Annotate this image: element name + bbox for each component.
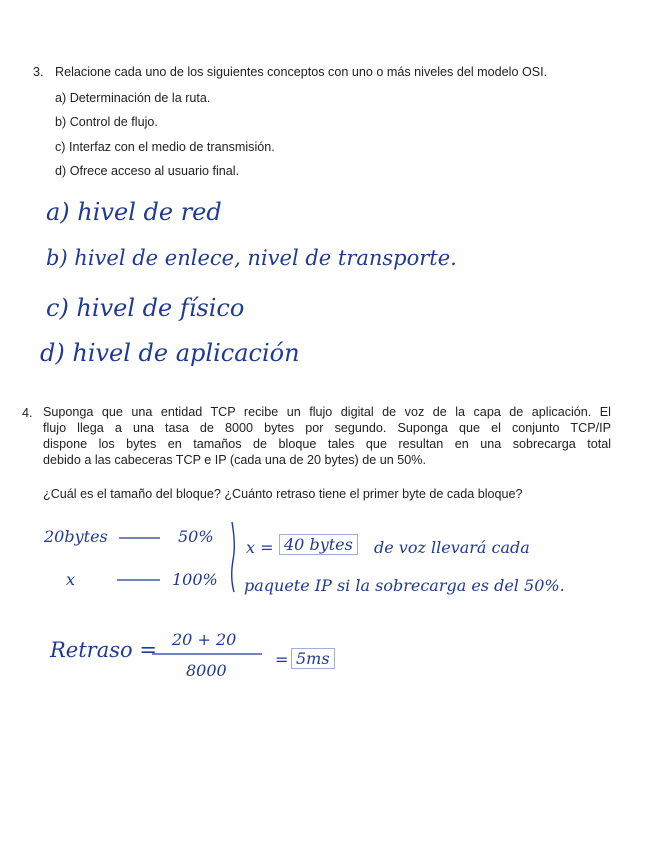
question-4-number: 4. xyxy=(22,406,33,420)
question-4-line: debido a las cabeceras TCP e IP (cada una de 20 bytes) de un 50%. xyxy=(43,453,426,467)
work-row2-right: 100% xyxy=(172,570,218,589)
work-line2: paquete IP si la sobrecarga es del 50%. xyxy=(244,576,565,595)
work-delay-value: 5ms xyxy=(291,648,335,669)
work-denominator: 8000 xyxy=(186,661,227,680)
question-3-item-b: b) Control de flujo. xyxy=(55,115,158,129)
work-x-value: 40 bytes xyxy=(279,534,358,555)
work-numerator: 20 + 20 xyxy=(172,630,237,649)
work-line1-rest: de voz llevará cada xyxy=(374,538,530,557)
question-3-item-d: d) Ofrece acceso al usuario final. xyxy=(55,164,240,178)
handwritten-answer-a: a) hivel de red xyxy=(46,198,222,226)
work-row1-left: 20bytes xyxy=(44,527,108,546)
work-x-equals: x = xyxy=(246,538,274,557)
work-row2-left: x xyxy=(66,570,76,589)
work-delay-label: Retraso = xyxy=(50,638,157,662)
proportion-brace xyxy=(232,522,235,592)
question-4-line: flujo llega a una tasa de 8000 bytes por segundo. Suponga que el conjunto TCP/IP xyxy=(43,421,611,435)
handwritten-answer-c: c) hivel de físico xyxy=(46,294,245,322)
work-equals: = xyxy=(275,650,289,669)
question-4-question: ¿Cuál es el tamaño del bloque? ¿Cuánto retraso tiene el primer byte de cada bloque? xyxy=(43,487,523,501)
work-row1-right: 50% xyxy=(178,527,214,546)
question-3-item-a: a) Determinación de la ruta. xyxy=(55,91,211,105)
question-3-text: Relacione cada uno de los siguientes conceptos con uno o más niveles del modelo OSI. xyxy=(55,65,548,79)
question-4-line: Suponga que una entidad TCP recibe un flujo digital de voz de la capa de aplicación. El xyxy=(43,405,611,419)
question-4-line: dispone los bytes en tamaños de bloque tales que resultan en una sobrecarga total xyxy=(43,437,611,451)
handwritten-answer-b: b) hivel de enlece, nivel de transporte. xyxy=(46,246,457,270)
handwritten-answer-d: d) hivel de aplicación xyxy=(40,339,300,367)
question-3-item-c: c) Interfaz con el medio de transmisión. xyxy=(55,140,275,154)
question-3-number: 3. xyxy=(33,65,44,79)
